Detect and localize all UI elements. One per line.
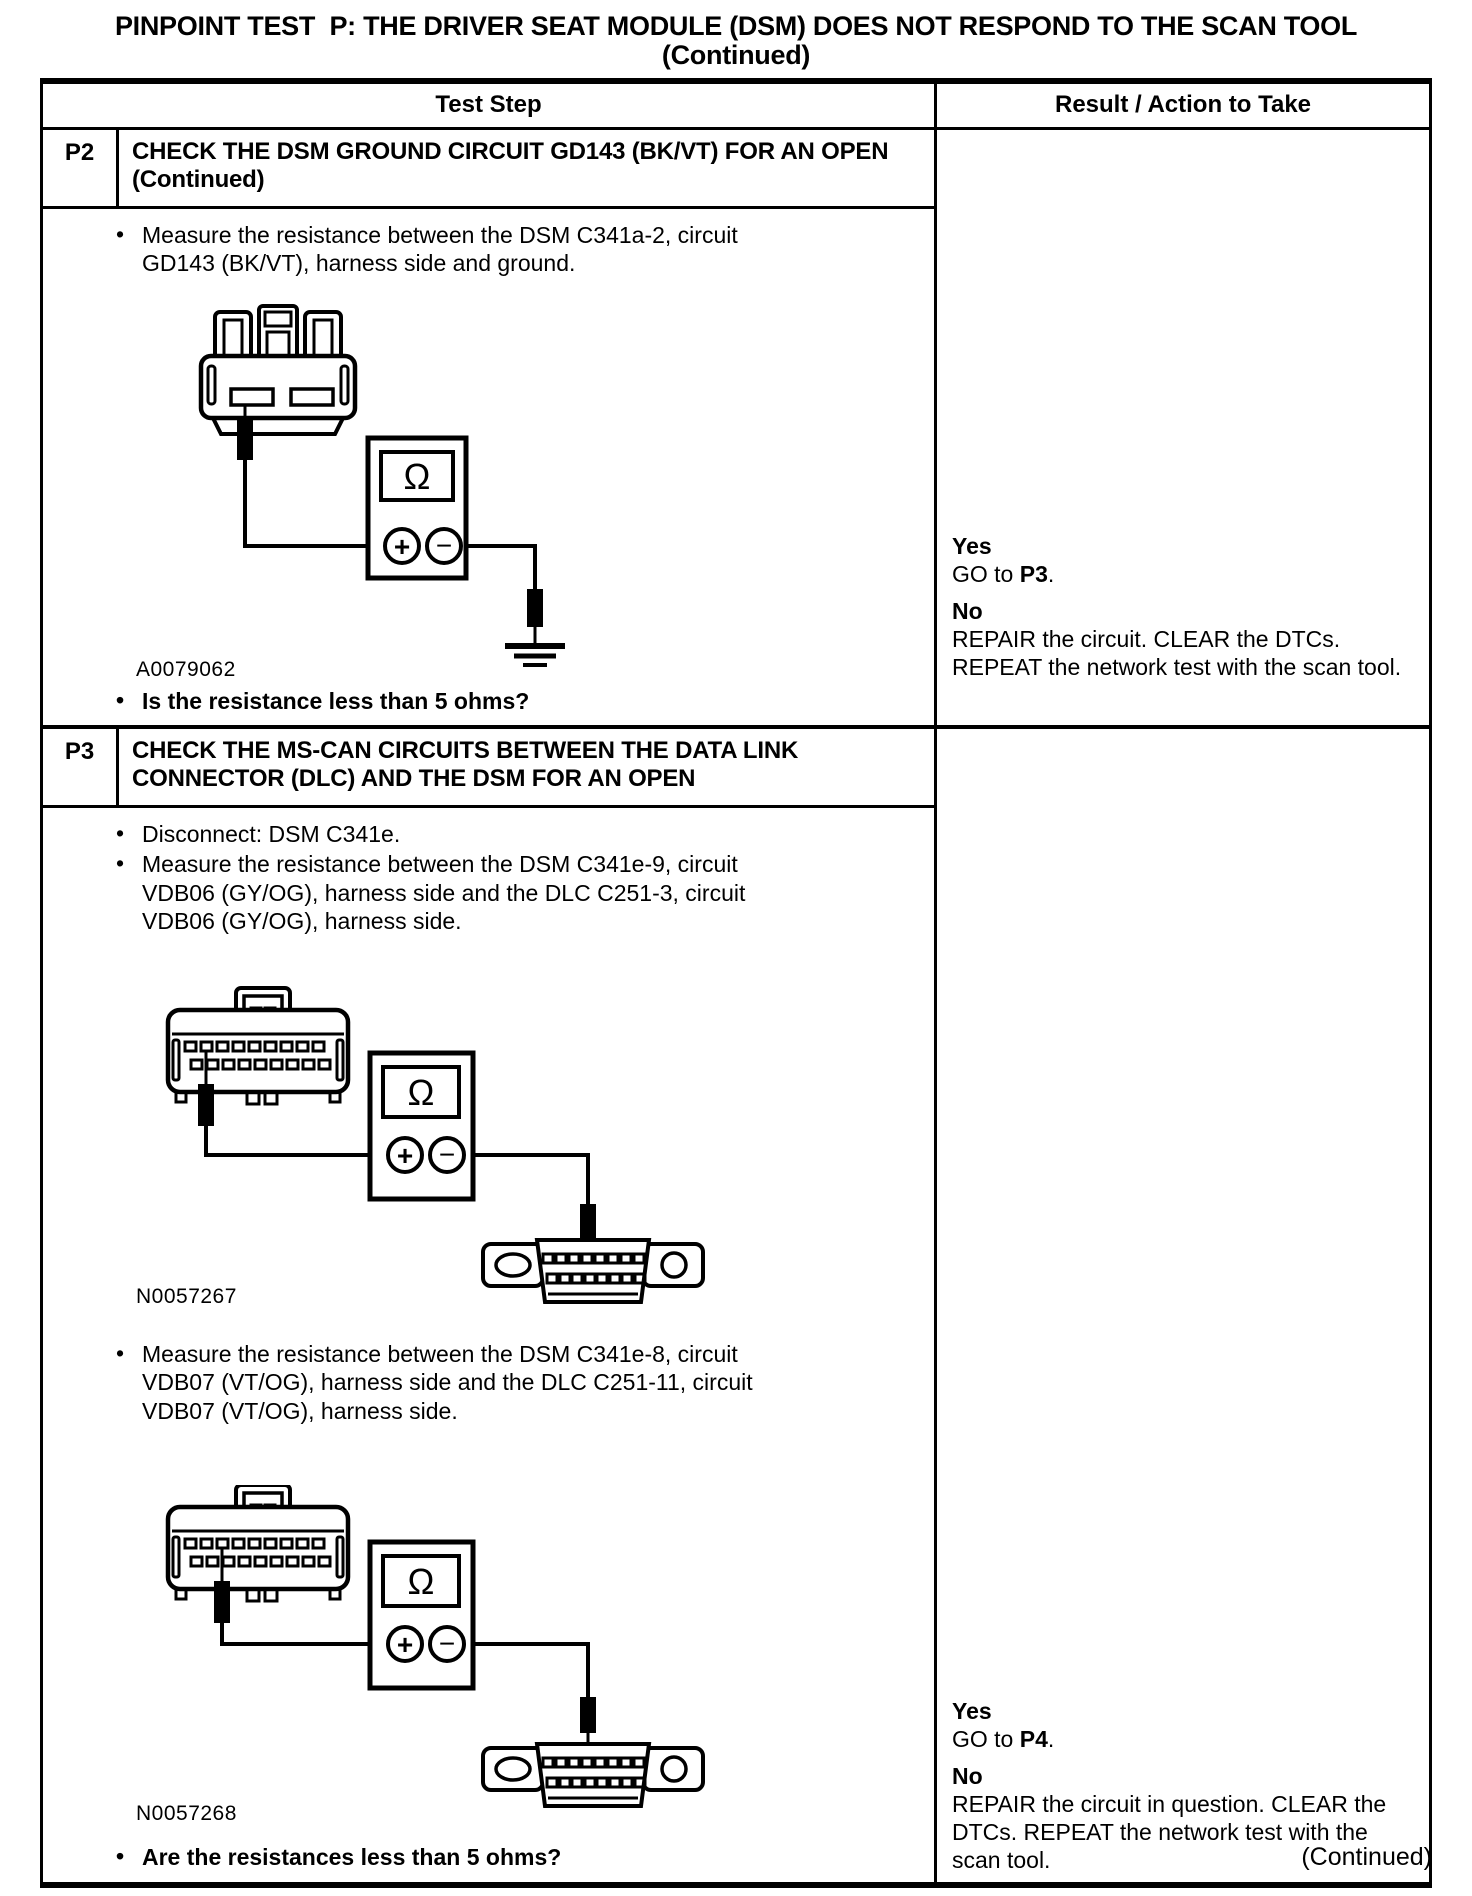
minus-terminal-label: −: [438, 1628, 456, 1660]
p3-instruction-list: [43, 820, 914, 936]
connector-c341e: [168, 1485, 348, 1601]
p2-yes-target: P3: [1019, 560, 1048, 587]
p3-yes-target: P4: [1019, 1725, 1048, 1752]
connector-c341a: [201, 306, 355, 434]
plus-terminal-label: +: [393, 530, 411, 562]
p3-no-action: REPAIR the circuit in question. CLEAR the DTCs. REPEAT the network test with the scan tool.: [952, 1790, 1387, 1873]
plus-terminal-label: +: [396, 1139, 414, 1171]
connector-c341e: [168, 988, 348, 1104]
p3-wiring-diagram-1: [43, 986, 914, 1318]
ground-probe: [527, 589, 543, 646]
p3-test-step-cell: [43, 729, 937, 1882]
p2-question: • Is the resistance less than 5 ohms?: [43, 687, 792, 716]
table-row-p3: [43, 729, 1429, 1882]
p3-instruction-1: • Disconnect: DSM C341e.: [43, 820, 792, 849]
minus-terminal-label: −: [435, 529, 453, 561]
p2-step-title: CHECK THE DSM GROUND CIRCUIT GD143 (BK/VT) FOR AN OPEN (Continued): [132, 138, 889, 194]
p3-wiring-diagram-2: [43, 1485, 914, 1825]
ohmmeter: [368, 438, 466, 578]
p3-instruction-list-2: [43, 1340, 914, 1426]
connector-dlc-c251: [483, 1744, 703, 1806]
p3-result-cell: [937, 729, 1429, 1882]
meter-lead-negative: [466, 546, 535, 591]
meter-lead-positive: [222, 1623, 370, 1644]
p3-instruction-3: • Measure the resistance between the DSM C341e-8, circuit VDB07 (VT/OG), harness side and the DLC C251-11, circuit VDB07 (VT/OG), harness side.: [43, 1340, 792, 1426]
p2-result-cell: [937, 130, 1429, 725]
ground-symbol: [505, 646, 565, 665]
test-probe: [214, 1581, 230, 1623]
p2-yes-label: Yes: [952, 532, 992, 559]
p3-step-title: CHECK THE MS-CAN CIRCUITS BETWEEN THE DATA LINK CONNECTOR (DLC) AND THE DSM FOR AN OPEN: [132, 737, 799, 793]
page-title: PINPOINT TEST P: THE DRIVER SEAT MODULE (DSM) DOES NOT RESPOND TO THE SCAN TOOL: [114, 11, 1358, 41]
p2-test-step-cell: [43, 130, 937, 725]
p3-yes-action: GO to P4.: [952, 1725, 1055, 1752]
p3-question-list: [43, 1843, 914, 1872]
figure-label: A0079062: [136, 657, 236, 681]
continued-footer: (Continued): [1301, 1843, 1432, 1871]
p3-question: • Are the resistances less than 5 ohms?: [43, 1843, 792, 1872]
meter-lead-positive: [206, 1126, 370, 1155]
figure-label: N0057268: [136, 1802, 237, 1826]
meter-lead-negative: [473, 1155, 588, 1206]
p2-instruction: • Measure the resistance between the DSM C341a-2, circuit GD143 (BK/VT), harness side and ground.: [43, 221, 792, 278]
p2-diagram-svg: [43, 286, 703, 671]
p2-step-number: P2: [43, 130, 119, 206]
p2-question-list: [43, 687, 914, 716]
p3-step-body: [43, 808, 934, 1882]
p2-instruction-list: [43, 221, 914, 278]
p3-step-number: P3: [43, 729, 119, 805]
p3-diagram1-svg: [43, 986, 743, 1318]
ohm-symbol: Ω: [407, 1561, 435, 1603]
p3-no-label: No: [952, 1762, 983, 1789]
p2-no-action: REPAIR the circuit. CLEAR the DTCs. REPEAT the network test with the scan tool.: [952, 626, 1402, 681]
ohmmeter: [370, 1542, 473, 1688]
plus-terminal-label: +: [396, 1629, 414, 1661]
column-header-test-step: Test Step: [43, 84, 937, 127]
p3-diagram2-svg: [43, 1485, 743, 1825]
test-probe: [237, 420, 253, 460]
meter-lead-negative: [473, 1644, 588, 1699]
column-header-result: Result / Action to Take: [1054, 91, 1312, 118]
minus-terminal-label: −: [438, 1138, 456, 1170]
p2-wiring-diagram: [43, 286, 914, 681]
ohmmeter: [370, 1053, 473, 1199]
p2-step-header: [43, 130, 934, 209]
meter-lead-positive: [245, 460, 368, 546]
connector-dlc-c251: [483, 1240, 703, 1302]
page-subtitle: (Continued): [661, 40, 811, 71]
p2-yes-action: GO to P3.: [952, 560, 1055, 587]
pinpoint-test-table: [40, 78, 1432, 1888]
test-probe: [198, 1084, 214, 1126]
p3-step-header: [43, 729, 934, 808]
p2-no-label: No: [952, 598, 983, 625]
p2-step-body: [43, 209, 934, 726]
ohm-symbol: Ω: [403, 455, 431, 497]
p3-instruction-2: • Measure the resistance between the DSM C341e-9, circuit VDB06 (GY/OG), harness side and the DLC C251-3, circuit VDB06 (GY/OG), harness side.: [43, 850, 792, 936]
table-row-p2: [43, 130, 1429, 729]
table-header-row: [43, 84, 1429, 130]
ohm-symbol: Ω: [407, 1071, 435, 1113]
figure-label: N0057267: [136, 1284, 237, 1308]
p3-yes-label: Yes: [952, 1697, 992, 1724]
